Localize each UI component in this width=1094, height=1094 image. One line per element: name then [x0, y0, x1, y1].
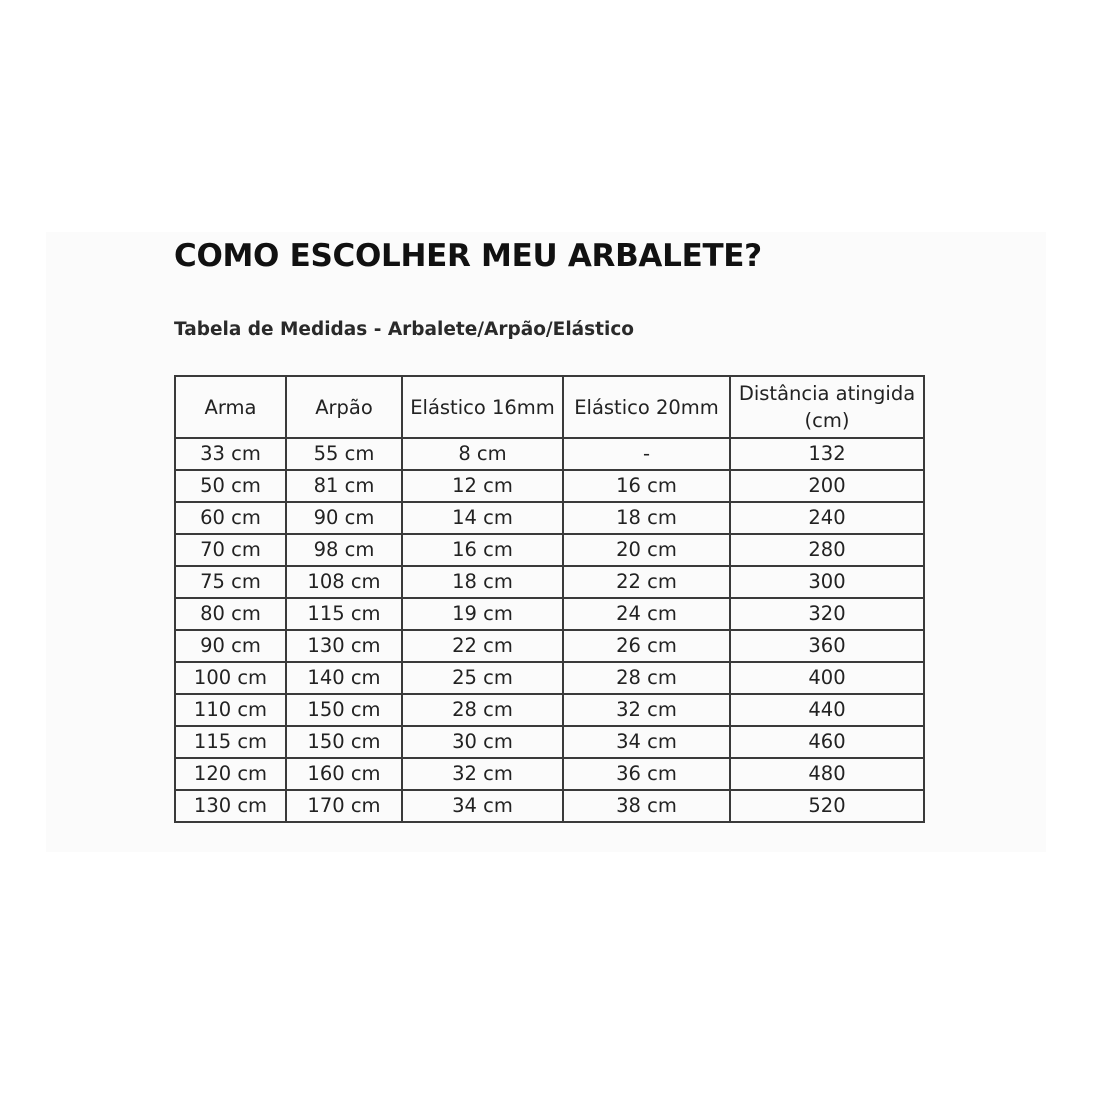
cell-elastico-20mm: 38 cm — [563, 790, 730, 822]
cell-arpao: 115 cm — [286, 598, 402, 630]
cell-arpao: 150 cm — [286, 726, 402, 758]
cell-elastico-16mm: 19 cm — [402, 598, 563, 630]
table-row — [175, 694, 924, 726]
table-row — [175, 438, 924, 470]
cell-elastico-16mm: 16 cm — [402, 534, 563, 566]
table-row — [175, 758, 924, 790]
cell-arma: 60 cm — [175, 502, 286, 534]
cell-arpao: 130 cm — [286, 630, 402, 662]
cell-arpao: 108 cm — [286, 566, 402, 598]
header-row — [175, 376, 924, 438]
page-title: COMO ESCOLHER MEU ARBALETE? — [174, 238, 762, 274]
cell-distancia: 460 — [730, 726, 924, 758]
cell-elastico-16mm: 8 cm — [402, 438, 563, 470]
header-elastico-20mm: Elástico 20mm — [563, 376, 730, 438]
cell-arma: 100 cm — [175, 662, 286, 694]
cell-arma: 120 cm — [175, 758, 286, 790]
cell-elastico-16mm: 25 cm — [402, 662, 563, 694]
table-row — [175, 790, 924, 822]
table-row — [175, 502, 924, 534]
cell-arma: 130 cm — [175, 790, 286, 822]
cell-arpao: 170 cm — [286, 790, 402, 822]
cell-distancia: 320 — [730, 598, 924, 630]
cell-distancia: 360 — [730, 630, 924, 662]
cell-distancia: 200 — [730, 470, 924, 502]
cell-elastico-20mm: 24 cm — [563, 598, 730, 630]
header-distancia: Distância atingida (cm) — [730, 376, 924, 438]
cell-elastico-16mm: 30 cm — [402, 726, 563, 758]
table-row — [175, 726, 924, 758]
cell-arma: 110 cm — [175, 694, 286, 726]
table-row — [175, 470, 924, 502]
cell-arpao: 150 cm — [286, 694, 402, 726]
cell-elastico-20mm: 22 cm — [563, 566, 730, 598]
cell-arma: 75 cm — [175, 566, 286, 598]
cell-elastico-20mm: 26 cm — [563, 630, 730, 662]
cell-elastico-20mm: 20 cm — [563, 534, 730, 566]
cell-elastico-16mm: 12 cm — [402, 470, 563, 502]
cell-elastico-16mm: 34 cm — [402, 790, 563, 822]
cell-distancia: 440 — [730, 694, 924, 726]
table-row — [175, 566, 924, 598]
table-subtitle: Tabela de Medidas - Arbalete/Arpão/Elástico — [174, 319, 635, 340]
cell-arpao: 160 cm — [286, 758, 402, 790]
table-row — [175, 598, 924, 630]
cell-elastico-20mm: 32 cm — [563, 694, 730, 726]
table-header — [175, 376, 924, 438]
cell-elastico-16mm: 18 cm — [402, 566, 563, 598]
cell-arpao: 98 cm — [286, 534, 402, 566]
table-row — [175, 662, 924, 694]
cell-elastico-16mm: 32 cm — [402, 758, 563, 790]
cell-arpao: 90 cm — [286, 502, 402, 534]
cell-elastico-20mm: 16 cm — [563, 470, 730, 502]
cell-arma: 80 cm — [175, 598, 286, 630]
cell-distancia: 520 — [730, 790, 924, 822]
table-row — [175, 630, 924, 662]
cell-arma: 90 cm — [175, 630, 286, 662]
cell-elastico-16mm: 14 cm — [402, 502, 563, 534]
cell-arpao: 55 cm — [286, 438, 402, 470]
cell-elastico-16mm: 22 cm — [402, 630, 563, 662]
cell-elastico-16mm: 28 cm — [402, 694, 563, 726]
cell-arpao: 140 cm — [286, 662, 402, 694]
cell-distancia: 300 — [730, 566, 924, 598]
cell-distancia: 400 — [730, 662, 924, 694]
cell-arma: 115 cm — [175, 726, 286, 758]
cell-distancia: 240 — [730, 502, 924, 534]
cell-elastico-20mm: 34 cm — [563, 726, 730, 758]
header-arma: Arma — [175, 376, 286, 438]
cell-arpao: 81 cm — [286, 470, 402, 502]
measurements-table — [174, 375, 925, 823]
cell-elastico-20mm: 28 cm — [563, 662, 730, 694]
table-row — [175, 534, 924, 566]
cell-arma: 50 cm — [175, 470, 286, 502]
cell-distancia: 280 — [730, 534, 924, 566]
cell-elastico-20mm: 18 cm — [563, 502, 730, 534]
cell-elastico-20mm: 36 cm — [563, 758, 730, 790]
table-body — [175, 438, 924, 822]
cell-distancia: 480 — [730, 758, 924, 790]
cell-elastico-20mm: - — [563, 438, 730, 470]
cell-distancia: 132 — [730, 438, 924, 470]
header-arpao: Arpão — [286, 376, 402, 438]
cell-arma: 70 cm — [175, 534, 286, 566]
cell-arma: 33 cm — [175, 438, 286, 470]
header-elastico-16mm: Elástico 16mm — [402, 376, 563, 438]
